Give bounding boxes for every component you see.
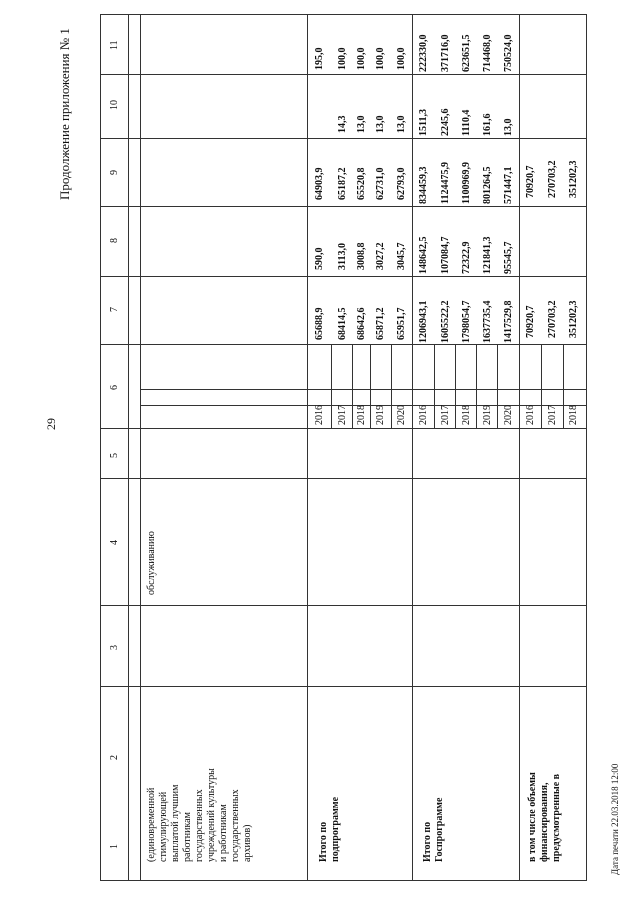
value-c7: 351202,3 bbox=[568, 300, 579, 338]
value-c8: 3008,8 bbox=[356, 242, 367, 270]
column-header: 1 bbox=[109, 844, 120, 849]
appendix-title: Продолжение приложения № 1 bbox=[57, 28, 72, 200]
year: 2018 bbox=[356, 405, 367, 425]
year: 2020 bbox=[503, 405, 514, 425]
value-c11: 100,0 bbox=[375, 47, 386, 70]
row-description: (единовременной стимулирующей выплатой лучшим работникам государственных учреждений культуры и работникам государственных архивов) bbox=[146, 768, 253, 862]
col4-text: обслуживанию bbox=[146, 531, 157, 595]
value-c7: 1637735,4 bbox=[482, 300, 493, 343]
column-header: 11 bbox=[109, 40, 120, 50]
value-c7: 270703,2 bbox=[547, 300, 558, 338]
value-c11: 371716,0 bbox=[440, 34, 451, 72]
year: 2017 bbox=[440, 405, 451, 425]
column-header: 6 bbox=[109, 385, 120, 390]
column-header: 10 bbox=[109, 100, 120, 110]
column-header: 8 bbox=[109, 238, 120, 243]
value-c9: 571447,1 bbox=[503, 166, 514, 204]
value-c10: 14,3 bbox=[337, 115, 348, 133]
value-c8: 590,0 bbox=[314, 247, 325, 270]
value-c11: 100,0 bbox=[337, 47, 348, 70]
value-c9: 801264,5 bbox=[482, 166, 493, 204]
year: 2016 bbox=[314, 405, 325, 425]
value-c7: 68642,6 bbox=[356, 307, 367, 340]
value-c7: 70920,7 bbox=[525, 305, 536, 338]
value-c11: 750524,0 bbox=[503, 34, 514, 72]
value-c9: 62793,0 bbox=[396, 167, 407, 200]
program-total-label: Итого по Госпрограмме bbox=[422, 797, 445, 862]
year: 2016 bbox=[418, 405, 429, 425]
value-c10: 1511,3 bbox=[418, 109, 429, 136]
column-header: 3 bbox=[109, 645, 120, 650]
value-c8: 95545,7 bbox=[503, 241, 514, 274]
value-c10: 1110,4 bbox=[461, 109, 472, 136]
year: 2017 bbox=[547, 405, 558, 425]
year: 2016 bbox=[525, 405, 536, 425]
year: 2017 bbox=[337, 405, 348, 425]
column-header: 2 bbox=[109, 755, 120, 760]
value-c9: 62731,0 bbox=[375, 167, 386, 200]
value-c10: 2245,6 bbox=[440, 108, 451, 136]
year: 2019 bbox=[375, 405, 386, 425]
value-c9: 64903,9 bbox=[314, 167, 325, 200]
value-c10: 13,0 bbox=[375, 115, 386, 133]
value-c11: 222330,0 bbox=[418, 34, 429, 72]
value-c7: 65688,9 bbox=[314, 307, 325, 340]
value-c8: 121841,3 bbox=[482, 236, 493, 274]
value-c11: 100,0 bbox=[396, 47, 407, 70]
year: 2018 bbox=[568, 405, 579, 425]
value-c9: 1124475,9 bbox=[440, 162, 451, 204]
year: 2018 bbox=[461, 405, 472, 425]
value-c9: 270703,2 bbox=[547, 160, 558, 198]
value-c7: 1206943,1 bbox=[418, 300, 429, 343]
value-c10: 13,0 bbox=[503, 118, 514, 136]
value-c8: 148642,5 bbox=[418, 236, 429, 274]
value-c8: 3045,7 bbox=[396, 242, 407, 270]
value-c8: 107084,7 bbox=[440, 236, 451, 274]
value-c11: 195,0 bbox=[314, 47, 325, 70]
value-c8: 3027,2 bbox=[375, 242, 386, 270]
year: 2020 bbox=[396, 405, 407, 425]
value-c7: 1417529,8 bbox=[503, 300, 514, 343]
subprogram-total-label: Итого по подпрограмме bbox=[318, 796, 341, 862]
value-c9: 65520,8 bbox=[356, 167, 367, 200]
column-header: 9 bbox=[109, 170, 120, 175]
value-c9: 70920,7 bbox=[525, 165, 536, 198]
value-c9: 834459,3 bbox=[418, 166, 429, 204]
year: 2019 bbox=[482, 405, 493, 425]
financing-note-label: в том числе объемы финансирования, предусмотренные в bbox=[527, 772, 562, 862]
value-c9: 65187,2 bbox=[337, 167, 348, 200]
value-c8: 3113,0 bbox=[337, 243, 348, 270]
column-header: 5 bbox=[109, 453, 120, 458]
value-c7: 68414,5 bbox=[337, 307, 348, 340]
value-c11: 714468,0 bbox=[482, 34, 493, 72]
column-header: 4 bbox=[109, 540, 120, 545]
page-number: 29 bbox=[44, 418, 58, 430]
value-c9: 351202,3 bbox=[568, 160, 579, 198]
value-c7: 1798054,7 bbox=[461, 300, 472, 343]
value-c11: 100,0 bbox=[356, 47, 367, 70]
value-c10: 161,6 bbox=[482, 113, 493, 136]
value-c11: 623651,5 bbox=[461, 34, 472, 72]
value-c7: 1605522,2 bbox=[440, 300, 451, 343]
value-c8: 72322,9 bbox=[461, 241, 472, 274]
print-date: Дата печати 22.03.2018 12:00 bbox=[610, 763, 620, 875]
column-header: 7 bbox=[109, 307, 120, 312]
value-c7: 65951,7 bbox=[396, 307, 407, 340]
value-c10: 13,0 bbox=[396, 115, 407, 133]
value-c7: 65871,2 bbox=[375, 307, 386, 340]
value-c9: 1100969,9 bbox=[461, 162, 472, 204]
value-c10: 13,0 bbox=[356, 115, 367, 133]
